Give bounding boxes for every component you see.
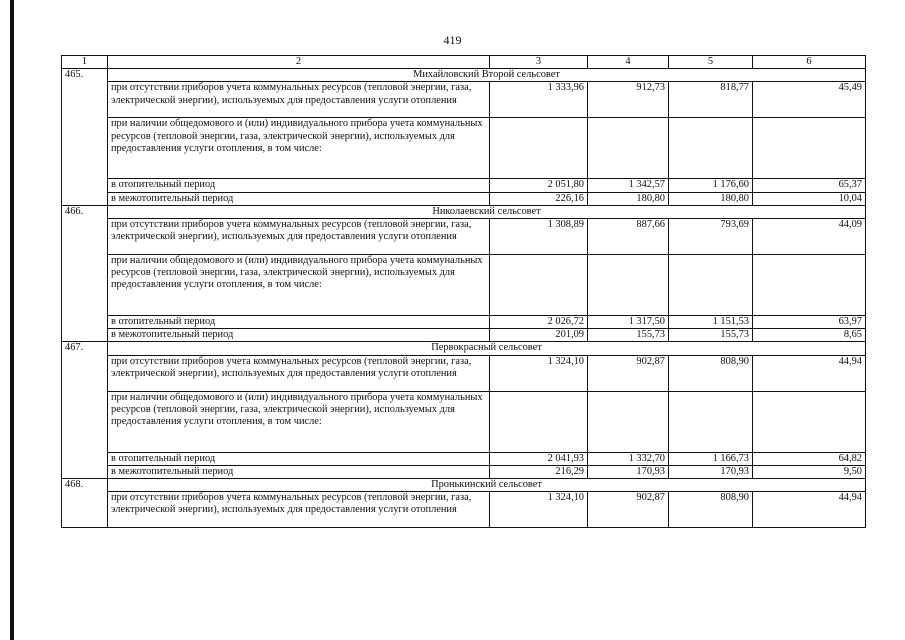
- table-row: [62, 179, 866, 192]
- column-header: 4: [588, 56, 669, 69]
- value-col-4: 1 342,57: [588, 179, 669, 192]
- value-col-3: 2 026,72: [490, 316, 588, 329]
- row-description: в отопительный период: [108, 316, 490, 329]
- value-col-4: 180,80: [588, 192, 669, 205]
- table-row: [62, 355, 866, 391]
- table-row: [62, 118, 866, 179]
- column-header: 3: [490, 56, 588, 69]
- section-header-row: [62, 342, 866, 355]
- left-margin-rule: [10, 0, 14, 640]
- value-col-4: 887,66: [588, 219, 669, 255]
- column-header: 2: [108, 56, 490, 69]
- row-description: в межотопительный период: [108, 329, 490, 342]
- table-row: [62, 465, 866, 478]
- table-row: [62, 219, 866, 255]
- table-row: [62, 316, 866, 329]
- column-number-row: [62, 56, 866, 69]
- value-col-5: 818,77: [669, 82, 753, 118]
- value-col-4: [588, 391, 669, 452]
- row-description: при отсутствии приборов учета коммунальных ресурсов (тепловой энергии, газа, электрической энергии), используемых для предоставления услуги отопления: [108, 492, 490, 528]
- table-row: [62, 391, 866, 452]
- value-col-5: 793,69: [669, 219, 753, 255]
- section-number: 468.: [62, 479, 108, 528]
- section-number: 467.: [62, 342, 108, 479]
- value-col-3: [490, 255, 588, 316]
- row-description: при наличии общедомового и (или) индивидуального прибора учета коммунальных ресурсов (тепловой энергии, газа, электрической энергии), используемых для предоставления услуги отопления, в том числе:: [108, 391, 490, 452]
- value-col-6: 9,50: [753, 465, 866, 478]
- value-col-3: [490, 118, 588, 179]
- value-col-5: 808,90: [669, 355, 753, 391]
- row-description: в межотопительный период: [108, 192, 490, 205]
- table-row: [62, 329, 866, 342]
- value-col-3: 2 051,80: [490, 179, 588, 192]
- row-description: при отсутствии приборов учета коммунальных ресурсов (тепловой энергии, газа, электрической энергии), используемых для предоставления услуги отопления: [108, 82, 490, 118]
- value-col-4: 170,93: [588, 465, 669, 478]
- value-col-6: 44,09: [753, 219, 866, 255]
- value-col-4: [588, 255, 669, 316]
- value-col-5: [669, 118, 753, 179]
- value-col-5: 1 151,53: [669, 316, 753, 329]
- table-row: [62, 492, 866, 528]
- value-col-4: 902,87: [588, 492, 669, 528]
- value-col-4: 1 332,70: [588, 452, 669, 465]
- value-col-5: 1 176,60: [669, 179, 753, 192]
- row-description: при отсутствии приборов учета коммунальных ресурсов (тепловой энергии, газа, электрической энергии), используемых для предоставления услуги отопления: [108, 219, 490, 255]
- tariff-table: [61, 55, 866, 528]
- section-number: 466.: [62, 205, 108, 342]
- value-col-4: 155,73: [588, 329, 669, 342]
- value-col-5: 1 166,73: [669, 452, 753, 465]
- value-col-3: [490, 391, 588, 452]
- table-row: [62, 255, 866, 316]
- row-description: в межотопительный период: [108, 465, 490, 478]
- section-header-row: [62, 205, 866, 218]
- value-col-6: 10,04: [753, 192, 866, 205]
- table-row: [62, 82, 866, 118]
- column-header: 1: [62, 56, 108, 69]
- value-col-4: 912,73: [588, 82, 669, 118]
- value-col-3: 226,16: [490, 192, 588, 205]
- column-header: 6: [753, 56, 866, 69]
- section-name: Михайловский Второй сельсовет: [108, 69, 866, 82]
- section-header-row: [62, 479, 866, 492]
- value-col-6: 64,82: [753, 452, 866, 465]
- row-description: в отопительный период: [108, 179, 490, 192]
- value-col-4: [588, 118, 669, 179]
- value-col-3: 2 041,93: [490, 452, 588, 465]
- value-col-3: 1 324,10: [490, 492, 588, 528]
- page-number: 419: [443, 33, 462, 47]
- value-col-5: 155,73: [669, 329, 753, 342]
- table-row: [62, 452, 866, 465]
- value-col-6: [753, 391, 866, 452]
- value-col-3: 201,09: [490, 329, 588, 342]
- column-header: 5: [669, 56, 753, 69]
- value-col-6: 8,65: [753, 329, 866, 342]
- value-col-3: 1 308,89: [490, 219, 588, 255]
- value-col-3: 1 333,96: [490, 82, 588, 118]
- section-header-row: [62, 69, 866, 82]
- value-col-3: 216,29: [490, 465, 588, 478]
- row-description: при наличии общедомового и (или) индивидуального прибора учета коммунальных ресурсов (тепловой энергии, газа, электрической энергии), используемых для предоставления услуги отопления, в том числе:: [108, 255, 490, 316]
- section-number: 465.: [62, 69, 108, 206]
- value-col-6: 45,49: [753, 82, 866, 118]
- value-col-3: 1 324,10: [490, 355, 588, 391]
- row-description: в отопительный период: [108, 452, 490, 465]
- section-name: Пронькинский сельсовет: [108, 479, 866, 492]
- value-col-5: 170,93: [669, 465, 753, 478]
- value-col-5: 180,80: [669, 192, 753, 205]
- value-col-6: [753, 255, 866, 316]
- value-col-6: 65,37: [753, 179, 866, 192]
- value-col-5: [669, 255, 753, 316]
- value-col-5: 808,90: [669, 492, 753, 528]
- value-col-6: 44,94: [753, 492, 866, 528]
- value-col-6: 63,97: [753, 316, 866, 329]
- section-name: Первокрасный сельсовет: [108, 342, 866, 355]
- row-description: при наличии общедомового и (или) индивидуального прибора учета коммунальных ресурсов (тепловой энергии, газа, электрической энергии), используемых для предоставления услуги отопления, в том числе:: [108, 118, 490, 179]
- value-col-5: [669, 391, 753, 452]
- row-description: при отсутствии приборов учета коммунальных ресурсов (тепловой энергии, газа, электрической энергии), используемых для предоставления услуги отопления: [108, 355, 490, 391]
- value-col-6: 44,94: [753, 355, 866, 391]
- value-col-4: 1 317,50: [588, 316, 669, 329]
- value-col-6: [753, 118, 866, 179]
- value-col-4: 902,87: [588, 355, 669, 391]
- table-row: [62, 192, 866, 205]
- section-name: Николаевский сельсовет: [108, 205, 866, 218]
